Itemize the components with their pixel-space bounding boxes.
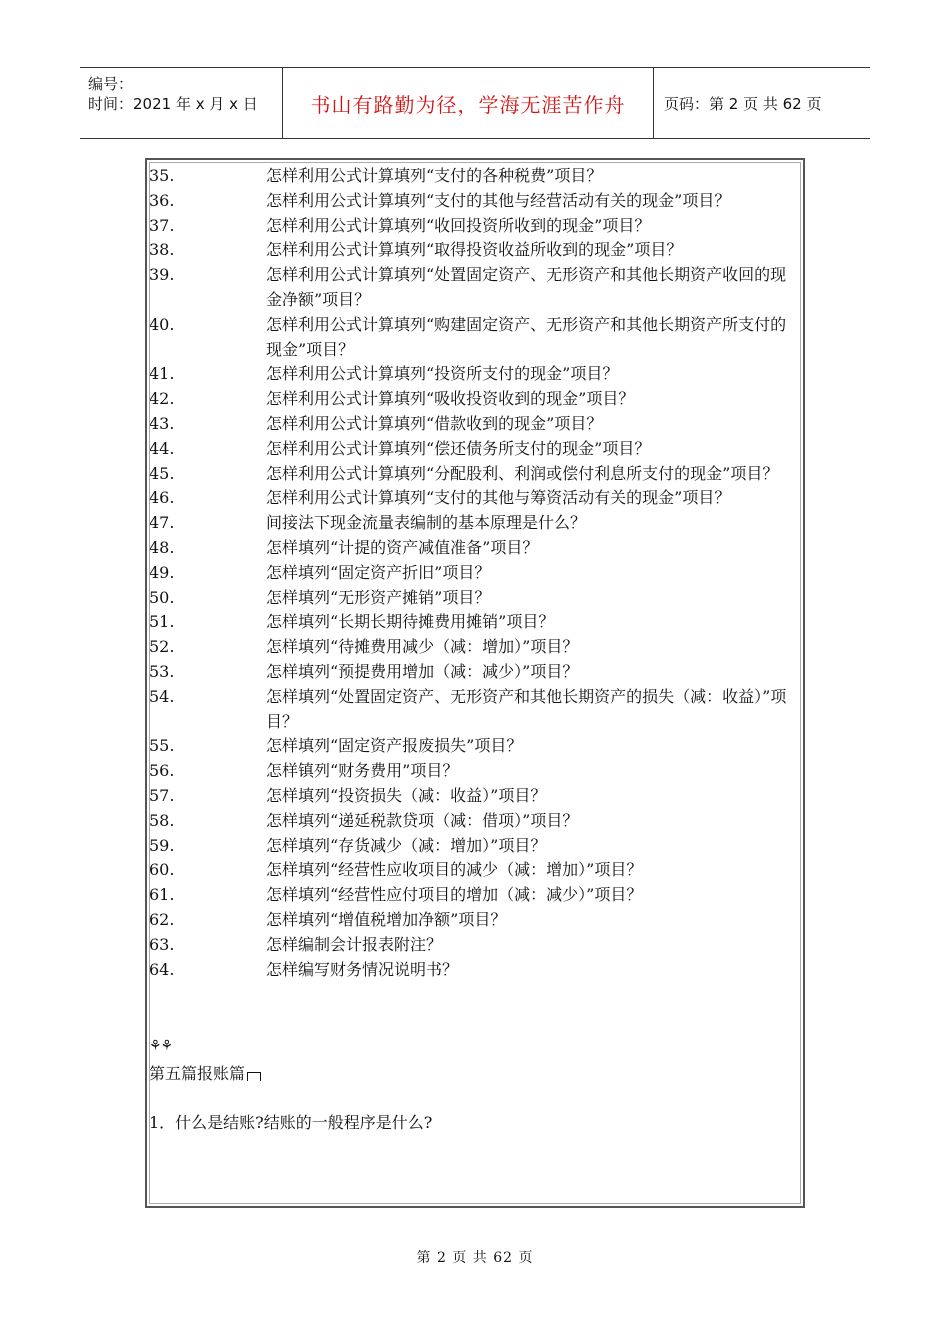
question-text: 怎样利用公式计算填列“处置固定资产、无形资产和其他长期资产收回的现金净额”项目？ — [266, 265, 787, 309]
question-item — [149, 586, 801, 611]
page-info: 页码：第 2 页 共 62 页 — [664, 94, 822, 113]
question-text: 怎样填列“经营性应付项目的增加（减：减少）”项目？ — [266, 885, 643, 905]
question-text: 怎样利用公式计算填列“支付的其他与筹资活动有关的现金”项目？ — [266, 488, 731, 508]
question-text: 怎样利用公式计算填列“偿还债务所支付的现金”项目？ — [266, 438, 651, 458]
question-text: 怎样填列“增值税增加净额”项目？ — [266, 909, 507, 929]
question-number: 60. — [149, 860, 175, 880]
question-number: 44. — [149, 438, 175, 458]
question-item — [149, 635, 801, 660]
question-number: 55. — [149, 736, 175, 756]
question-text: 怎样利用公式计算填列“借款收到的现金”项目？ — [266, 413, 603, 433]
question-item — [149, 958, 801, 983]
page-header — [80, 67, 870, 139]
question-item — [149, 462, 801, 487]
question-number: 39. — [149, 265, 175, 285]
question-number: 47. — [149, 513, 175, 533]
question-number: 43. — [149, 413, 175, 433]
question-text: 怎样填列“长期长期待摊费用摊销”项目？ — [266, 612, 555, 632]
question-text: 怎样填列“计提的资产减值准备”项目？ — [266, 537, 539, 557]
question-text: 怎样利用公式计算填列“收回投资所收到的现金”项目？ — [266, 215, 651, 235]
question-text: 怎样填列“存货减少（减：增加）”项目？ — [266, 835, 547, 855]
question-list — [149, 164, 801, 982]
question-text: 间接法下现金流量表编制的基本原理是什么？ — [266, 513, 587, 533]
question-number: 41. — [149, 364, 175, 384]
flower-decoration — [149, 1032, 801, 1062]
flower-icon: ⚘⚘ — [149, 1038, 173, 1055]
question-number: 53. — [149, 661, 175, 681]
question-number: 35. — [149, 166, 175, 185]
question-number: 56. — [149, 761, 175, 781]
question-number: 50. — [149, 587, 175, 607]
question-text: 怎样镇列“财务费用”项目？ — [266, 761, 459, 781]
question-number: 54. — [149, 686, 175, 706]
question-number: 64. — [149, 959, 175, 979]
question-text: 怎样利用公式计算填列“支付的其他与经营活动有关的现金”项目？ — [266, 190, 731, 210]
question-item — [149, 561, 801, 586]
question-text: 怎样利用公式计算填列“吸收投资收到的现金”项目？ — [266, 389, 635, 409]
date-line: 时间：2021 年 x 月 x 日 — [88, 95, 258, 113]
question-number: 58. — [149, 810, 175, 830]
question-number: 40. — [149, 314, 175, 334]
question-item — [149, 834, 801, 859]
section-title: 第五篇报账篇 — [149, 1063, 246, 1083]
question-text: 怎样填列“预提费用增加（减：减少）”项目？ — [266, 661, 579, 681]
section-question: 1．什么是结账?结账的一般程序是什么? — [149, 1113, 433, 1133]
question-number: 61. — [149, 885, 175, 905]
question-item — [149, 610, 801, 635]
question-item — [149, 660, 801, 685]
number-label: 编号： — [88, 75, 134, 93]
question-item — [149, 858, 801, 883]
question-number: 63. — [149, 934, 175, 954]
question-item — [149, 313, 801, 363]
question-item — [149, 734, 801, 759]
question-text: 怎样利用公式计算填列“支付的各种税费”项目？ — [266, 166, 603, 185]
question-item — [149, 362, 801, 387]
question-number: 52. — [149, 637, 175, 657]
question-item — [149, 412, 801, 437]
section-title-line — [149, 1062, 801, 1087]
question-item — [149, 238, 801, 263]
question-item — [149, 164, 801, 189]
spacer — [149, 1087, 801, 1112]
question-number: 49. — [149, 562, 175, 582]
question-text: 怎样利用公式计算填列“取得投资收益所收到的现金”项目？ — [266, 240, 683, 260]
question-item — [149, 437, 801, 462]
question-item — [149, 759, 801, 784]
motto: 书山有路勤为径，学海无涯苦作舟 — [310, 92, 626, 117]
question-number: 48. — [149, 537, 175, 557]
question-text: 怎样填列“递延税款贷项（减：借项）”项目？ — [266, 810, 579, 830]
spacer — [149, 982, 801, 1007]
question-text: 怎样填列“无形资产摊销”项目？ — [266, 587, 491, 607]
question-item — [149, 933, 801, 958]
question-text: 怎样填列“固定资产折旧”项目？ — [266, 562, 491, 582]
question-item — [149, 486, 801, 511]
corner-mark-icon — [247, 1072, 261, 1081]
question-item — [149, 685, 801, 735]
question-item — [149, 809, 801, 834]
question-number: 38. — [149, 240, 175, 260]
question-item — [149, 214, 801, 239]
question-item — [149, 883, 801, 908]
question-number: 37. — [149, 215, 175, 235]
question-item — [149, 189, 801, 214]
question-text: 怎样利用公式计算填列“投资所支付的现金”项目？ — [266, 364, 619, 384]
header-meta — [80, 68, 283, 138]
page-footer: 第 2 页 共 62 页 — [416, 1250, 534, 1266]
content-frame — [145, 158, 805, 1208]
question-number: 45. — [149, 463, 175, 483]
content-body — [149, 164, 801, 1136]
question-text: 怎样利用公式计算填列“购建固定资产、无形资产和其他长期资产所支付的现金”项目？ — [266, 314, 787, 359]
question-number: 42. — [149, 389, 175, 409]
question-number: 36. — [149, 190, 175, 210]
question-number: 46. — [149, 488, 175, 508]
question-text: 怎样填列“待摊费用减少（减：增加）”项目？ — [266, 637, 579, 657]
question-number: 59. — [149, 835, 175, 855]
question-item — [149, 511, 801, 536]
question-text: 怎样填列“处置固定资产、无形资产和其他长期资产的损失（减：收益）”项目？ — [266, 686, 787, 731]
header-motto-cell — [283, 68, 654, 138]
question-item — [149, 536, 801, 561]
question-number: 51. — [149, 612, 175, 632]
spacer — [149, 1007, 801, 1032]
question-text: 怎样填列“固定资产报废损失”项目？ — [266, 736, 523, 756]
question-number: 57. — [149, 785, 175, 805]
question-text: 怎样填列“投资损失（减：收益）”项目？ — [266, 785, 547, 805]
question-item — [149, 387, 801, 412]
question-number: 62. — [149, 909, 175, 929]
question-text: 怎样编制会计报表附注？ — [266, 934, 443, 954]
header-page-info — [654, 68, 870, 138]
question-item — [149, 263, 801, 313]
question-item — [149, 908, 801, 933]
question-text: 怎样利用公式计算填列“分配股利、利润或偿付利息所支付的现金”项目？ — [266, 463, 779, 483]
question-text: 怎样编写财务情况说明书？ — [266, 959, 459, 979]
question-text: 怎样填列“经营性应收项目的减少（减：增加）”项目？ — [266, 860, 643, 880]
question-item — [149, 784, 801, 809]
